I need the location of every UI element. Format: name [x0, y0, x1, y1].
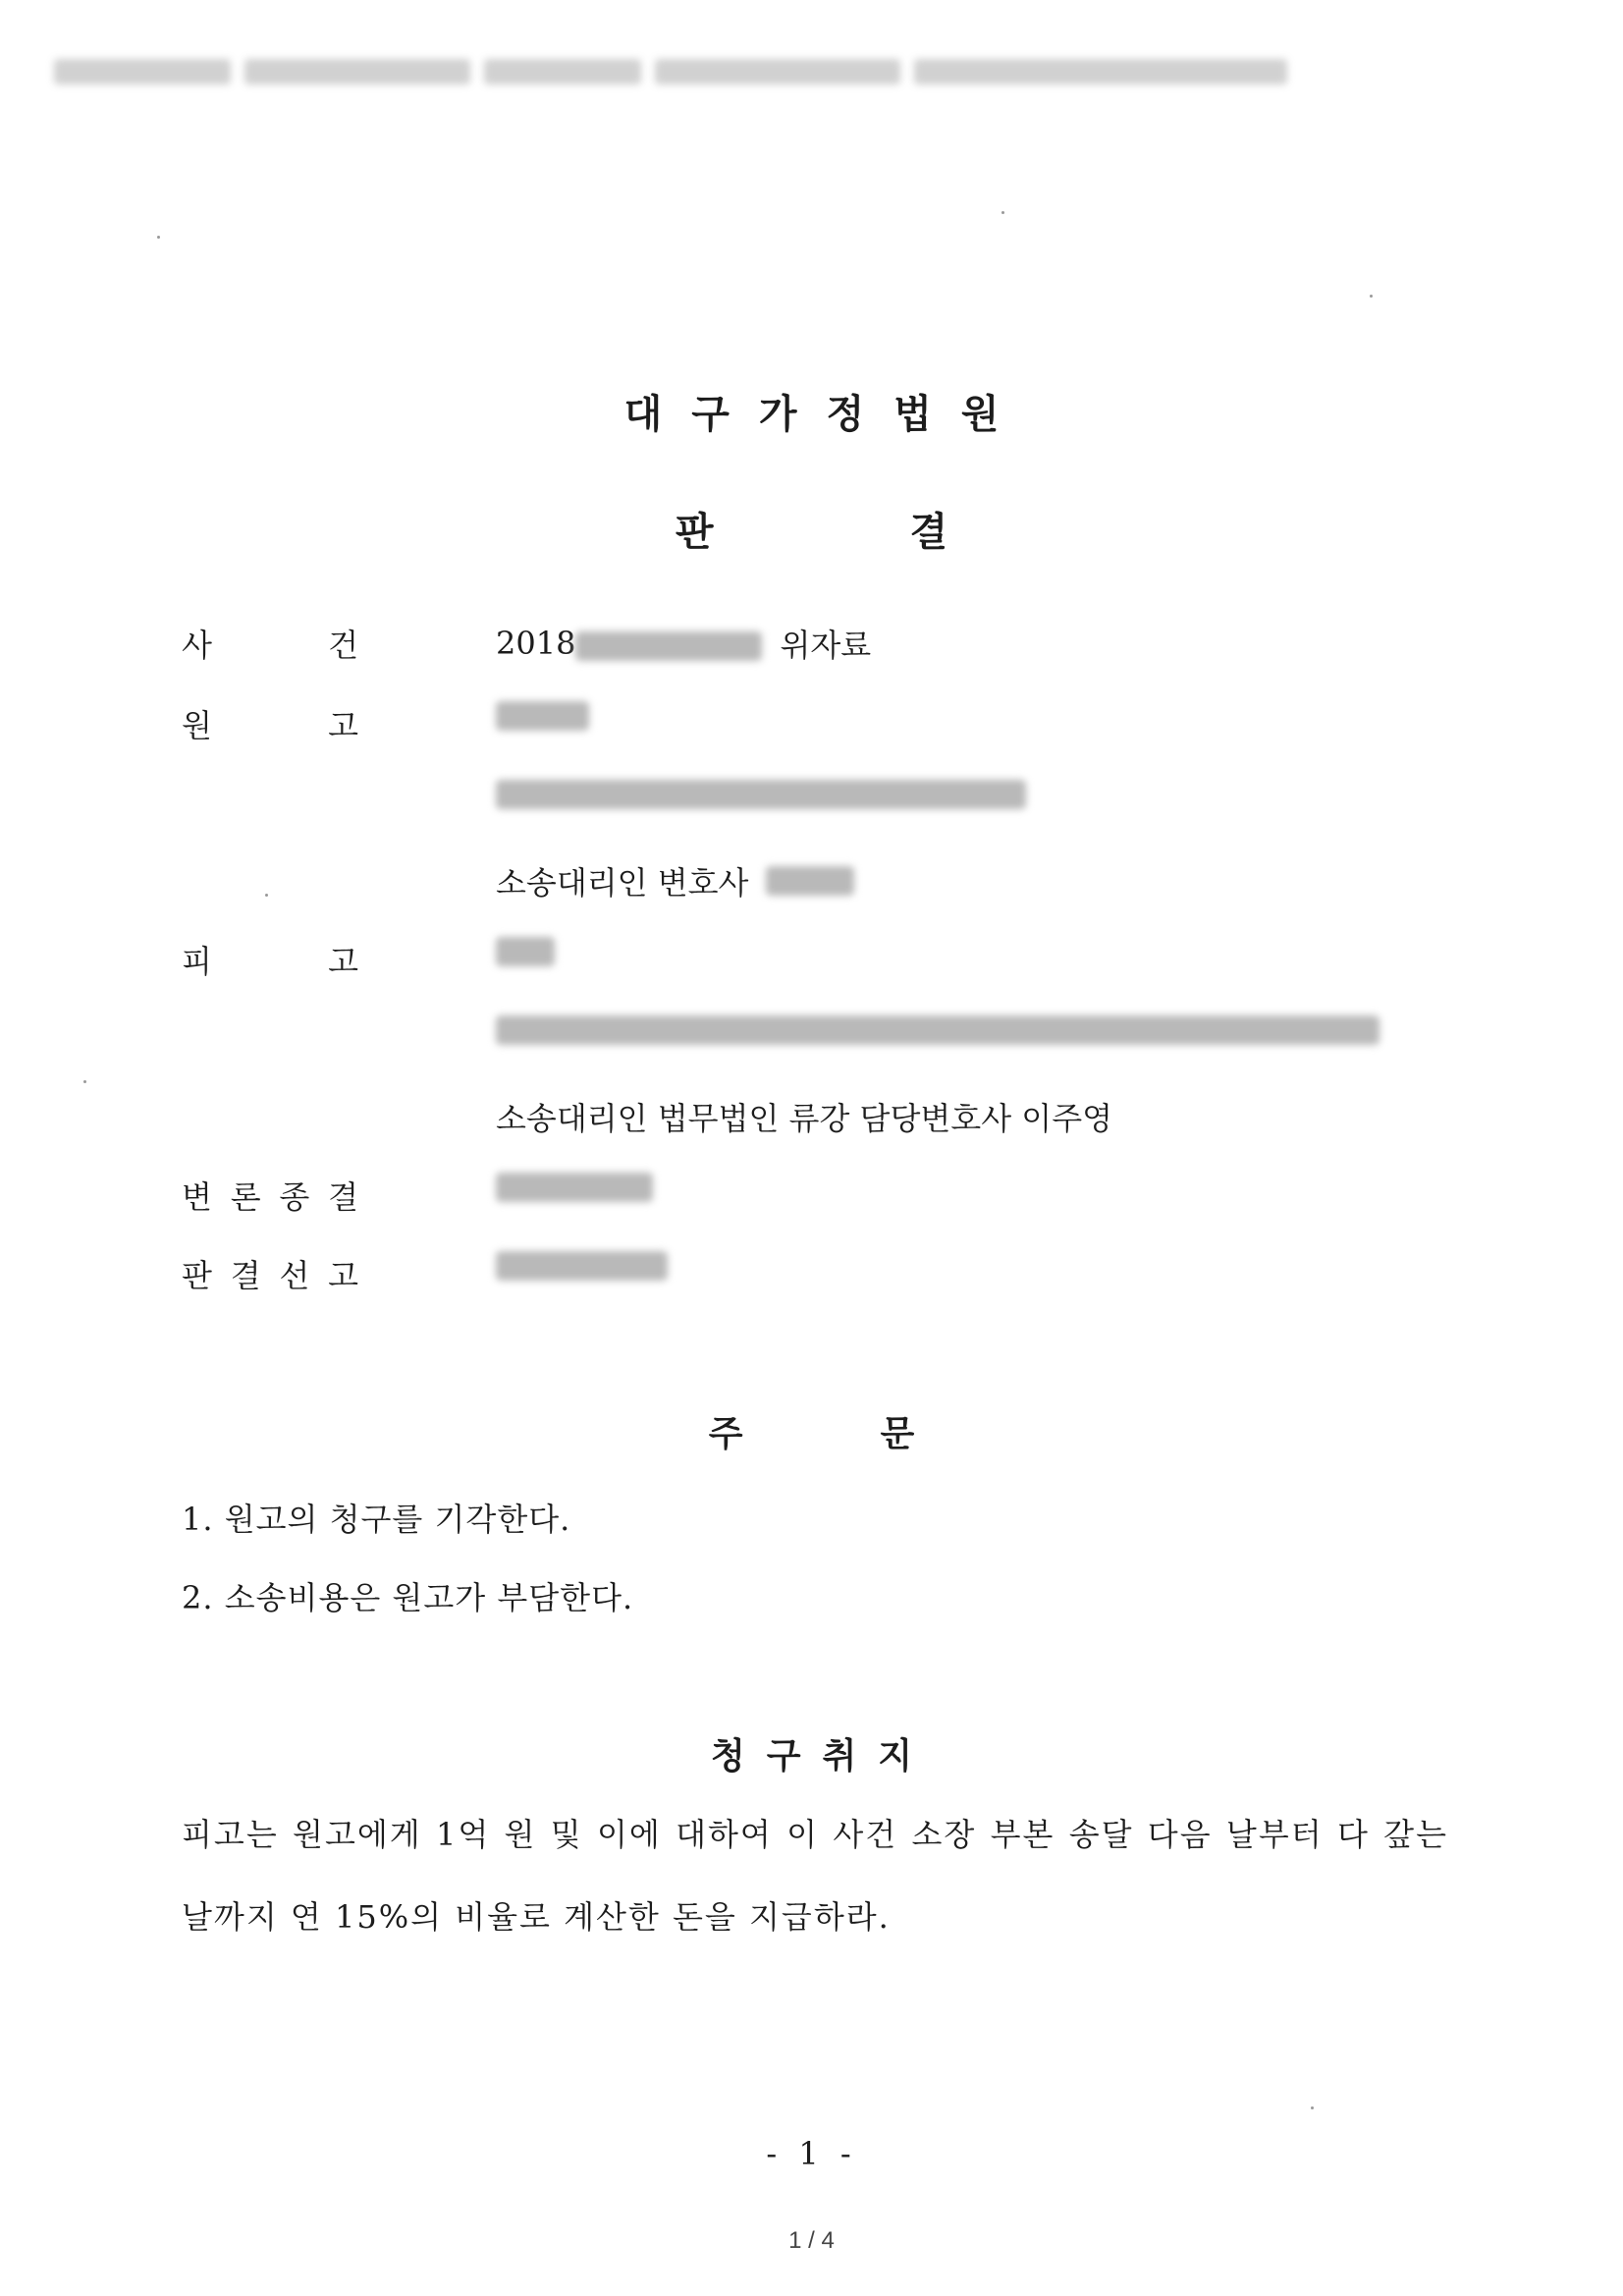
- judgment-date-label: 판 결 선 고: [182, 1257, 358, 1294]
- redacted-defendant-name: [496, 937, 555, 966]
- scan-speck: [157, 236, 160, 239]
- document-title: 판 결: [675, 510, 948, 555]
- case-name: 위자료: [780, 627, 872, 664]
- case-year: 2018: [496, 625, 576, 662]
- redacted-judgment-date: [496, 1251, 668, 1281]
- scan-speck: [1311, 2106, 1314, 2109]
- redacted-plaintiff-address: [496, 780, 1026, 809]
- page-count: 1 / 4: [788, 2227, 835, 2254]
- redacted-header: [54, 59, 1287, 84]
- scan-speck: [1001, 211, 1004, 214]
- redacted-defendant-address: [496, 1015, 1380, 1045]
- redacted-plaintiff-lawyer: [766, 866, 854, 896]
- case-value: [496, 621, 871, 666]
- defendant-counsel: 소송대리인 법무법인 류강 담당변호사 이주영: [496, 1100, 1113, 1137]
- redacted-plaintiff-name: [496, 701, 589, 731]
- scan-speck: [265, 894, 268, 897]
- redacted-case-number: [575, 631, 762, 661]
- claim-heading: 청구취지: [710, 1736, 935, 1777]
- order-item-1: 1. 원고의 청구를 기각한다.: [182, 1501, 571, 1538]
- order-heading: 주 문: [708, 1414, 915, 1454]
- redacted-closing-date: [496, 1173, 653, 1202]
- scan-speck: [1370, 295, 1373, 298]
- plaintiff-label: 원 고: [182, 707, 358, 744]
- scan-speck: [83, 1080, 86, 1083]
- case-label: 사 건: [182, 627, 358, 664]
- court-name: 대구가정법원: [623, 392, 1029, 437]
- page-number: - 1 -: [766, 2135, 857, 2172]
- claim-text: 피고는 원고에게 1억 원 및 이에 대하여 이 사건 소장 부본 송달 다음 날부터 다 갚는 날까지 연 15%의 비율로 계산한 돈을 지급하라.: [182, 1816, 1448, 1936]
- plaintiff-counsel: 소송대리인 변호사: [496, 864, 749, 902]
- order-item-2: 2. 소송비용은 원고가 부담한다.: [182, 1579, 634, 1616]
- defendant-label: 피 고: [182, 943, 358, 980]
- closing-label: 변 론 종 결: [182, 1178, 358, 1216]
